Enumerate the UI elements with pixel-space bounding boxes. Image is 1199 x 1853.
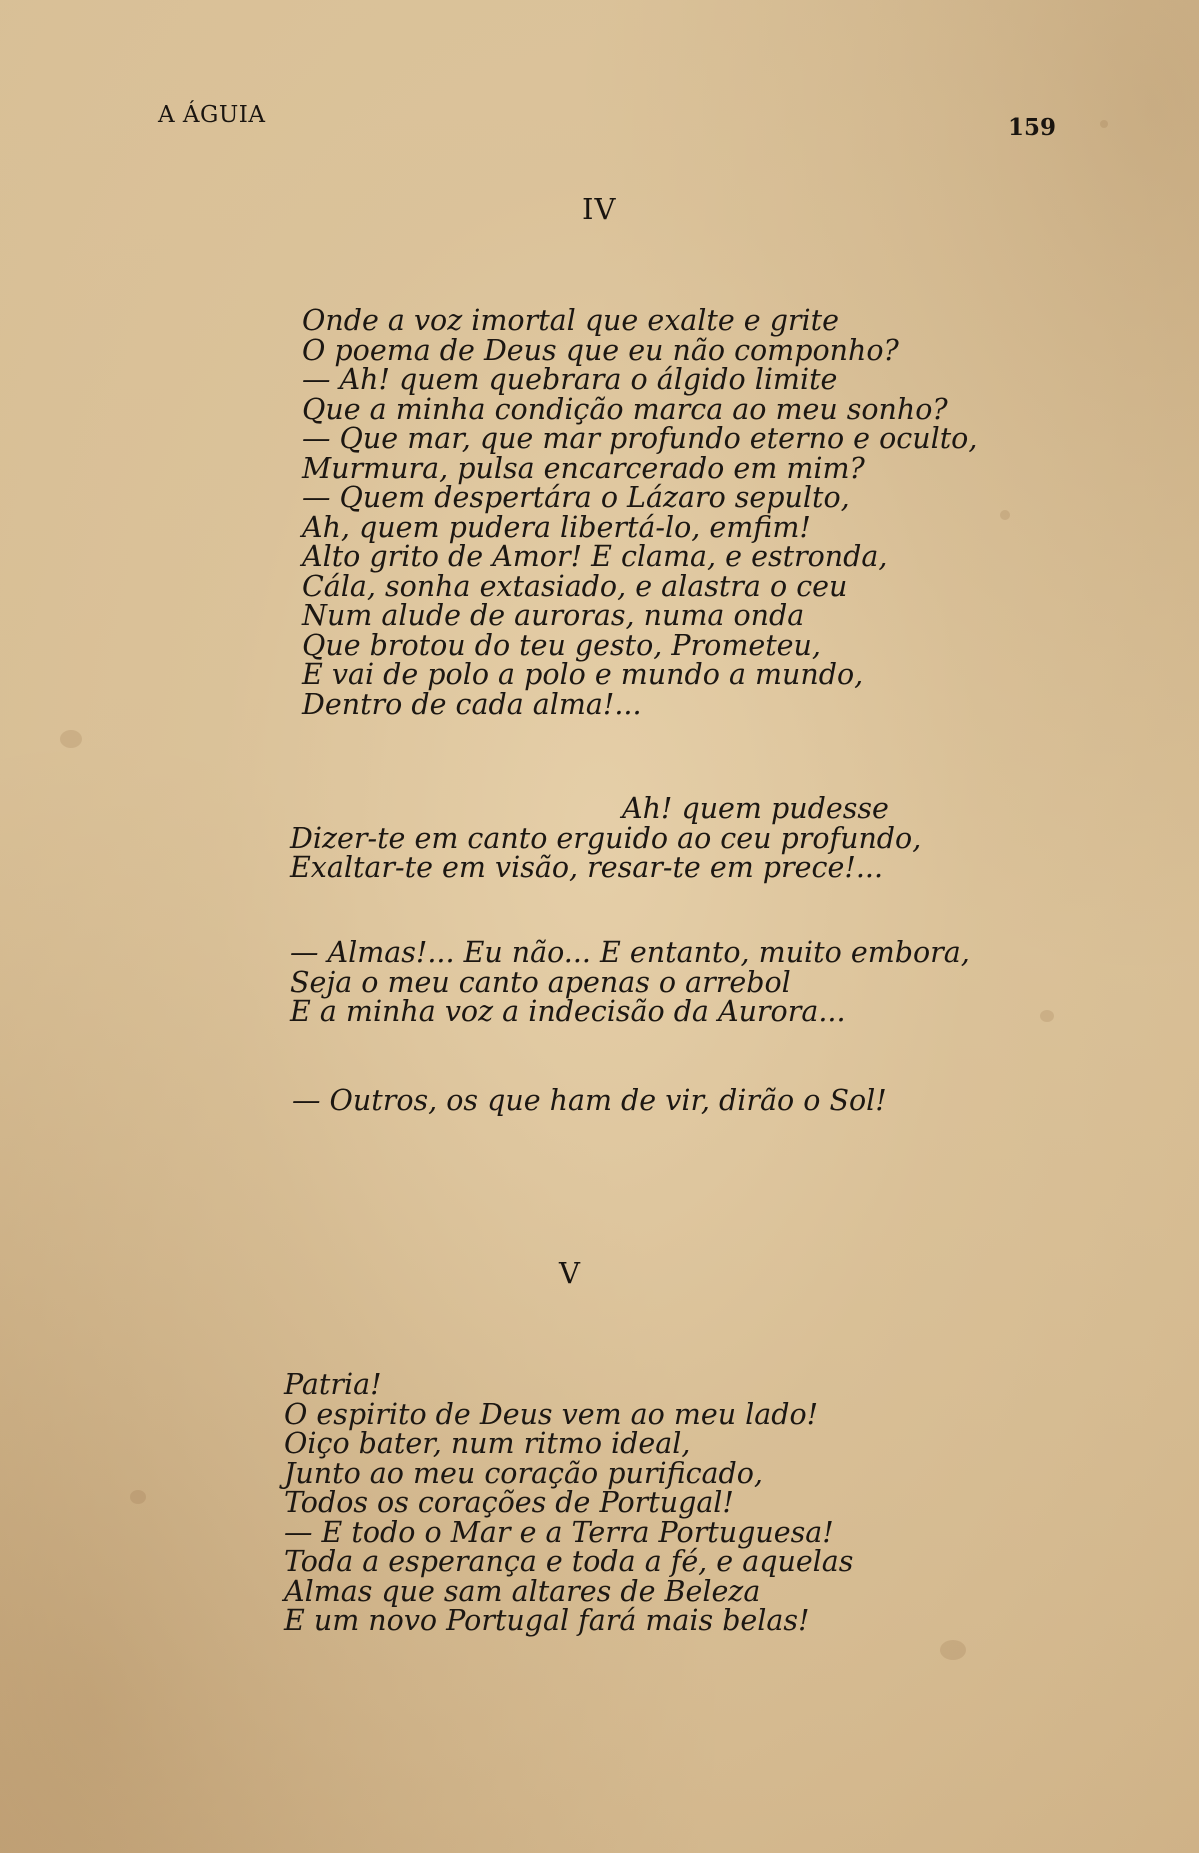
verse-line: Onde a voz imortal que exalte e grite [302, 304, 839, 337]
verse-line: Que a minha condição marca ao meu sonho? [302, 392, 948, 426]
verse-line: Todos os corações de Portugal! [284, 1486, 734, 1519]
stanza-v-1 [284, 1370, 853, 1636]
stanza-iv-3 [290, 938, 970, 1027]
verse-line: Ah, quem pudera libertá-lo, emfim! [302, 510, 811, 544]
page-number: 159 [1008, 114, 1057, 141]
verse-line: Oiço bater, num ritmo ideal, [284, 1427, 691, 1460]
verse-line: Ah! quem pudesse [622, 792, 889, 825]
foxing-spot [130, 1490, 146, 1504]
stanza-iv-4 [292, 1086, 887, 1116]
verse-line: Dentro de cada alma!... [302, 687, 642, 721]
verse-line: Dizer-te em canto erguido ao ceu profundo, [290, 821, 922, 855]
verse-line: E a minha voz a indecisão da Aurora... [290, 995, 846, 1028]
section-numeral-v: V [559, 1256, 581, 1290]
foxing-spot [1040, 1010, 1054, 1022]
verse-line: Alto grito de Amor! E clama, e estronda, [302, 540, 888, 573]
verse-line: Seja o meu canto apenas o arrebol [290, 965, 791, 999]
verse-line: Num alude de auroras, numa onda [302, 599, 805, 632]
verse-line: Que brotou do teu gesto, Prometeu, [302, 628, 821, 662]
section-numeral-iv: IV [582, 192, 617, 226]
stanza-iv-2 [290, 794, 921, 883]
verse-line: Toda a esperança e toda a fé, e aquelas [284, 1545, 854, 1578]
verse-line: — Quem despertára o Lázaro sepulto, [302, 481, 850, 514]
foxing-spot [940, 1640, 966, 1660]
foxing-spot [60, 730, 82, 748]
foxing-spot [1100, 120, 1108, 128]
verse-line: Cála, sonha extasiado, e alastra o ceu [302, 569, 848, 603]
foxing-spot [1000, 510, 1010, 520]
verse-line: O espirito de Deus vem ao meu lado! [284, 1397, 819, 1431]
verse-line: Patria! [284, 1368, 382, 1401]
verse-line: E vai de polo a polo e mundo a mundo, [302, 658, 864, 691]
verse-line: O poema de Deus que eu não componho? [302, 333, 899, 367]
verse-line: — Que mar, que mar profundo eterno e oculto, [302, 422, 978, 455]
verse-line: — Almas!... Eu não... E entanto, muito embora, [290, 936, 970, 969]
verse-line: Exaltar-te em visão, resar-te em prece!... [290, 851, 884, 884]
verse-line: Almas que sam altares de Beleza [284, 1574, 761, 1608]
verse-line: Junto ao meu coração purificado, [284, 1456, 763, 1490]
verse-line: — E todo o Mar e a Terra Portuguesa! [284, 1515, 834, 1549]
verse-line: Murmura, pulsa encarcerado em mim? [302, 451, 865, 485]
stanza-iv-1 [302, 306, 977, 719]
verse-line: — Outros, os que ham de vir, dirão o Sol! [292, 1084, 887, 1117]
verse-line: E um novo Portugal fará mais belas! [284, 1604, 810, 1637]
verse-line: — Ah! quem quebrara o álgido limite [302, 363, 838, 396]
running-head: A ÁGUIA [158, 102, 266, 128]
